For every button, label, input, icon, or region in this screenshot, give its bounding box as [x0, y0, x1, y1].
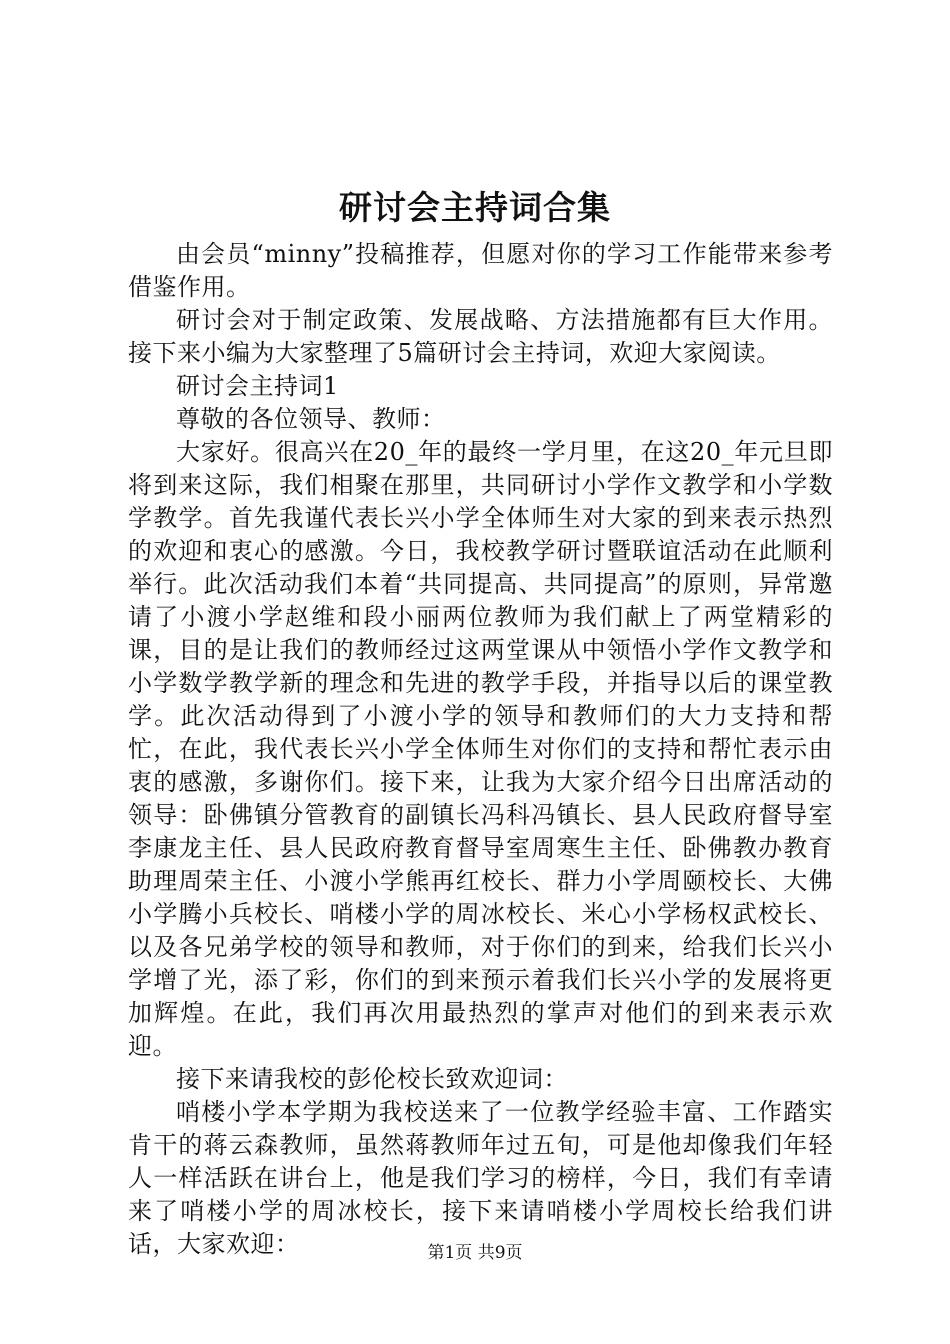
paragraph-welcome: 大家好。很高兴在20_年的最终一学月里，在这20_年元旦即将到来这际，我们相聚在那里，共同研讨小学作文教学和小学数学教学。首先我谨代表长兴小学全体师生对大家的到来表示热烈的欢迎和衷心的感激。今日，我校教学研讨暨联谊活动在此顺利举行。此次活动我们本着“共同提高、共同提高”的原则，异常邀请了小渡小学赵维和段小丽两位教师为我们献上了两堂精彩的课，目的是让我们的教师经过这两堂课从中领悟小学作文教学和小学数学教学新的理念和先进的教学手段，并指导以后的课堂教学。此次活动得到了小渡小学的领导和教师们的大力支持和帮忙，在此，我代表长兴小学全体师生对你们的支持和帮忙表示由衷的感激，多谢你们。接下来，让我为大家介绍今日出席活动的领导：卧佛镇分管教育的副镇长冯科冯镇长、县人民政府督导室李康龙主任、县人民政府教育督导室周寒生主任、卧佛教办教育助理周荣主任、小渡小学熊再红校长、群力小学周颐校长、大佛小学腾小兵校长、哨楼小学的周冰校长、米心小学杨权武校长、以及各兄弟学校的领导和教师，对于你们的到来，给我们长兴小学增了光，添了彩，你们的到来预示着我们长兴小学的发展将更加辉煌。在此，我们再次用最热烈的掌声对他们的到来表示欢迎。 — [128, 438, 833, 1060]
page-number-footer: 第1页 共9页 — [427, 1243, 523, 1263]
page-title: 研讨会主持词合集 — [339, 188, 611, 227]
paragraph-guest-intro: 哨楼小学本学期为我校送来了一位教学经验丰富、工作踏实肯干的蒋云森教师，虽然蒋教师年过五旬，可是他却像我们年轻人一样活跃在讲台上，他是我们学习的榜样，今日，我们有幸请来了哨楼小学的周冰校长，接下来请哨楼小学周校长给我们讲话，大家欢迎： — [128, 1098, 833, 1258]
paragraph-principal-intro: 接下来请我校的彭伦校长致欢迎词： — [176, 1065, 568, 1093]
section-heading: 研讨会主持词1 — [176, 372, 339, 400]
document-body — [128, 238, 833, 1261]
paragraph-intro: 研讨会对于制定政策、发展战略、方法措施都有巨大作用。接下来小编为大家整理了5篇研讨会主持词，欢迎大家阅读。 — [128, 306, 833, 367]
paragraph-salutation: 尊敬的各位领导、教师： — [176, 405, 446, 433]
paragraph-source-note: 由会员“minny”投稿推荐，但愿对你的学习工作能带来参考借鉴作用。 — [128, 240, 833, 301]
